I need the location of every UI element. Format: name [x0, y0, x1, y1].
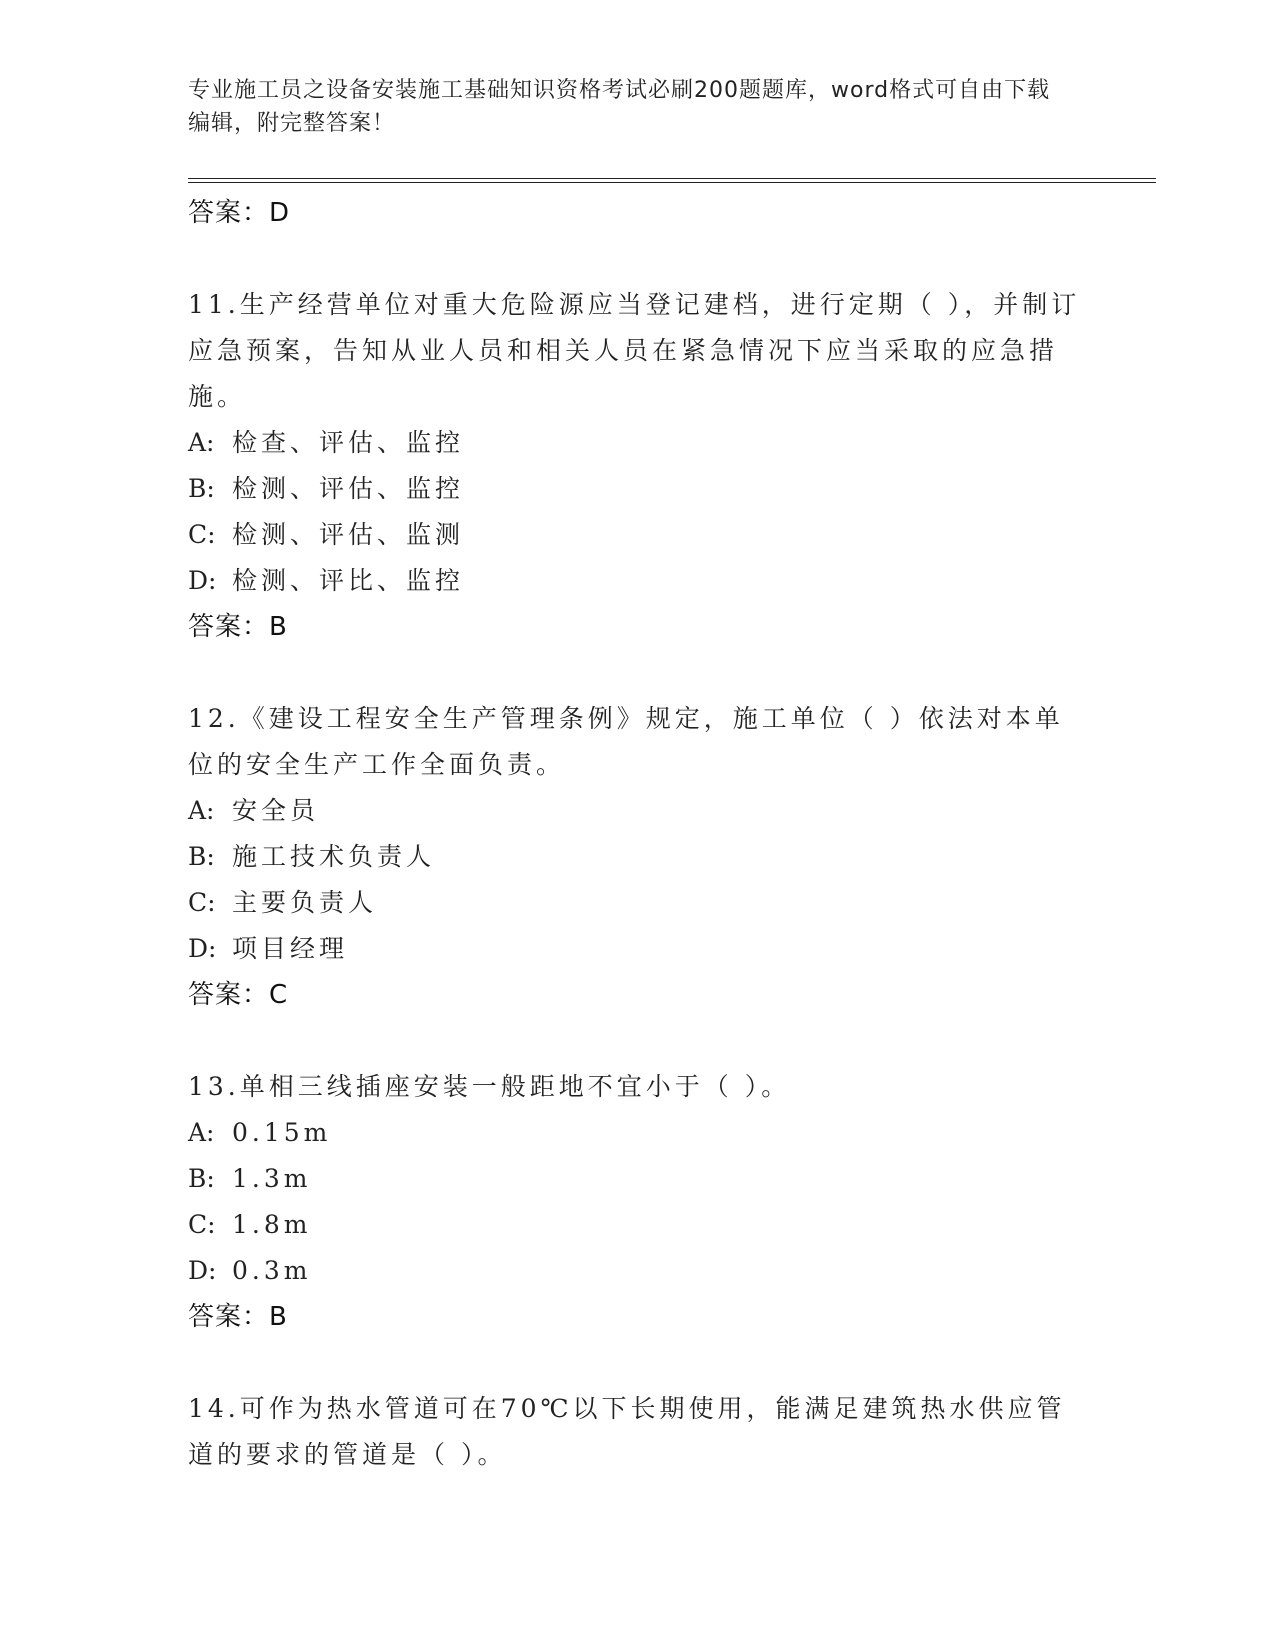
- option-text: 检查、评估、监控: [232, 428, 465, 457]
- option-key: C:: [188, 1210, 216, 1239]
- option-b: [188, 834, 1088, 880]
- option-text: 安全员: [232, 796, 320, 825]
- option-c: [188, 1202, 1088, 1248]
- option-key: B:: [188, 474, 215, 503]
- option-c: [188, 880, 1088, 926]
- question-stem: 13.单相三线插座安装一般距地不宜小于（ ）。: [188, 1072, 791, 1101]
- option-text: 检测、评比、监控: [232, 566, 465, 595]
- question-list: [188, 190, 1088, 1478]
- option-text: 1.8m: [232, 1210, 312, 1239]
- option-d: [188, 1248, 1088, 1294]
- header-divider: [188, 178, 1156, 183]
- option-d: [188, 926, 1088, 972]
- option-text: 检测、评估、监测: [232, 520, 465, 549]
- question-stem: 11.生产经营单位对重大危险源应当登记建档，进行定期（ ），并制订应急预案，告知从业人员和相关人员在紧急情况下应当采取的应急措施。: [188, 290, 1081, 411]
- option-key: A:: [188, 428, 215, 457]
- option-key: C:: [188, 888, 216, 917]
- option-key: D:: [188, 1256, 217, 1285]
- option-b: [188, 466, 1088, 512]
- option-a: [188, 1110, 1088, 1156]
- option-a: [188, 788, 1088, 834]
- option-text: 0.15m: [232, 1118, 332, 1147]
- option-text: 0.3m: [232, 1256, 312, 1285]
- option-c: [188, 512, 1088, 558]
- answer: 答案：B: [188, 612, 288, 642]
- option-text: 项目经理: [232, 934, 349, 963]
- answer: 答案：B: [188, 1302, 288, 1332]
- option-text: 检测、评估、监控: [232, 474, 465, 503]
- option-text: 1.3m: [232, 1164, 312, 1193]
- question-14: [188, 1386, 1088, 1478]
- option-a: [188, 420, 1088, 466]
- previous-answer: 答案：D: [188, 198, 291, 228]
- question-stem: 12.《建设工程安全生产管理条例》规定，施工单位（ ）依法对本单位的安全生产工作全面负责。: [188, 704, 1064, 779]
- option-key: D:: [188, 934, 217, 963]
- option-d: [188, 558, 1088, 604]
- option-b: [188, 1156, 1088, 1202]
- option-key: B:: [188, 1164, 215, 1193]
- page-header: 专业施工员之设备安装施工基础知识资格考试必刷200题题库，word格式可自由下载编辑，附完整答案！: [188, 78, 1051, 136]
- option-key: A:: [188, 796, 215, 825]
- option-key: C:: [188, 520, 216, 549]
- option-key: B:: [188, 842, 215, 871]
- option-key: A:: [188, 1118, 215, 1147]
- question-11: [188, 282, 1088, 650]
- option-key: D:: [188, 566, 217, 595]
- option-text: 施工技术负责人: [232, 842, 436, 871]
- question-13: [188, 1064, 1088, 1340]
- question-12: [188, 696, 1088, 1018]
- answer: 答案：C: [188, 980, 289, 1010]
- question-stem: 14.可作为热水管道可在70℃以下长期使用，能满足建筑热水供应管道的要求的管道是（ ）。: [188, 1394, 1066, 1469]
- option-text: 主要负责人: [232, 888, 378, 917]
